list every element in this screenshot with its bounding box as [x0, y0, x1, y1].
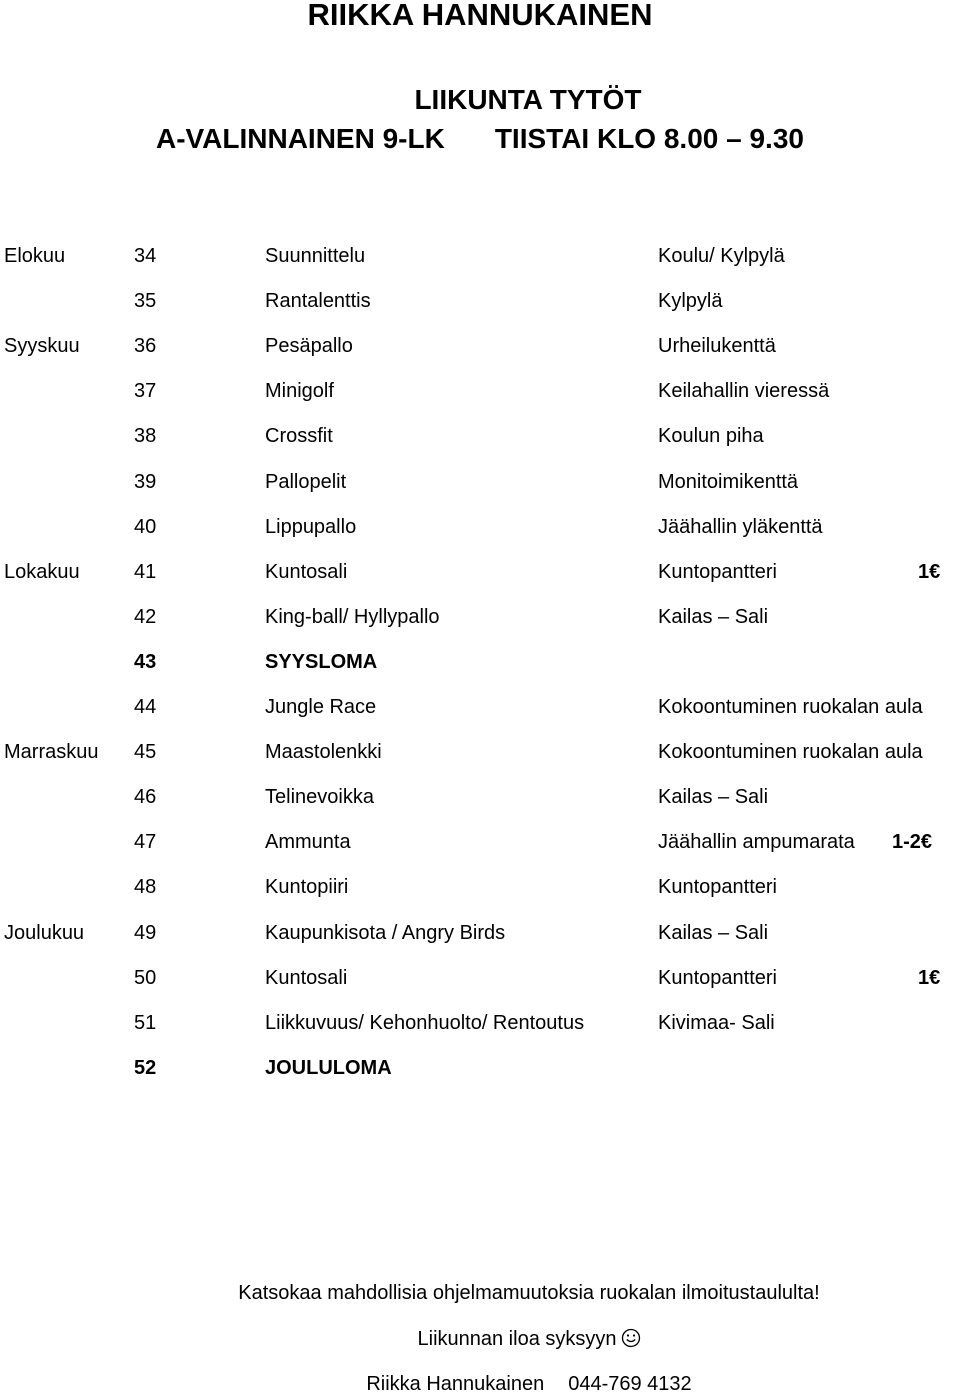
- month-label: Lokakuu: [4, 560, 80, 583]
- activity-location: Monitoimikenttä: [658, 470, 799, 493]
- month-label: Syyskuu: [4, 335, 80, 358]
- activity-location: Jäähallin ampumarata: [658, 831, 855, 854]
- week-number: 47: [134, 831, 157, 854]
- week-number: 43: [134, 650, 157, 673]
- activity-name: JOULULOMA: [265, 1056, 392, 1079]
- schedule-row: [0, 421, 960, 451]
- activity-name: Kaupunkisota / Angry Birds: [265, 921, 506, 944]
- activity-name: Minigolf: [265, 380, 334, 403]
- activity-location: Koulun piha: [658, 425, 764, 448]
- schedule-row: [0, 872, 960, 902]
- week-number: 37: [134, 380, 157, 403]
- activity-location: Kailas – Sali: [658, 921, 769, 944]
- course-heading: [0, 123, 960, 155]
- week-number: 40: [134, 515, 157, 538]
- activity-name: Pesäpallo: [265, 335, 353, 358]
- activity-name: Kuntosali: [265, 966, 348, 989]
- schedule-row: [0, 602, 960, 632]
- activity-location: Jäähallin yläkenttä: [658, 515, 823, 538]
- contact-name: Riikka Hannukainen: [366, 1373, 545, 1395]
- activity-name: Pallopelit: [265, 470, 347, 493]
- week-number: 35: [134, 290, 157, 313]
- activity-location: Kokoontuminen ruokalan aula: [658, 696, 923, 718]
- course-time: TIISTAI KLO 8.00 – 9.30: [494, 123, 804, 154]
- schedule-row: [0, 647, 960, 677]
- activity-location: Kailas – Sali: [658, 605, 769, 628]
- schedule-row: [0, 1053, 960, 1083]
- activity-location: Kokoontuminen ruokalan aula: [658, 741, 923, 764]
- week-number: 41: [134, 560, 157, 583]
- activity-location: Kivimaa- Sali: [658, 1011, 775, 1034]
- page-title: RIIKKA HANNUKAINEN: [307, 0, 653, 32]
- month-label: Joulukuu: [4, 921, 85, 944]
- activity-price: 1€: [918, 560, 941, 583]
- activity-name: Liikkuvuus/ Kehonhuolto/ Rentoutus: [265, 1011, 585, 1034]
- subject-heading: LIIKUNTA TYTÖT: [414, 84, 642, 115]
- week-number: 39: [134, 470, 157, 493]
- smiley-icon: [621, 1328, 641, 1354]
- activity-name: Suunnittelu: [265, 245, 366, 267]
- week-number: 34: [134, 245, 157, 267]
- schedule-row: [0, 963, 960, 993]
- activity-name: Lippupallo: [265, 515, 357, 538]
- schedule-row: [0, 331, 960, 361]
- schedule-row: [0, 512, 960, 542]
- activity-location: Koulu/ Kylpylä: [658, 245, 785, 267]
- activity-price: 1€: [918, 966, 941, 989]
- activity-name: Ammunta: [265, 831, 351, 854]
- activity-name: Jungle Race: [265, 696, 377, 718]
- schedule-row: [0, 782, 960, 812]
- activity-name: Telinevoikka: [265, 786, 374, 809]
- week-number: 48: [134, 876, 157, 899]
- schedule-row: [0, 827, 960, 857]
- activity-name: Crossfit: [265, 425, 333, 448]
- activity-location: Urheilukenttä: [658, 335, 776, 358]
- activity-name: SYYSLOMA: [265, 650, 378, 673]
- activity-name: Kuntopiiri: [265, 876, 349, 899]
- week-number: 36: [134, 335, 157, 358]
- course-name: A-VALINNAINEN 9-LK: [156, 123, 445, 154]
- schedule-row: [0, 376, 960, 406]
- greeting-text: Liikunnan iloa syksyyn: [417, 1328, 617, 1350]
- contact-phone: 044-769 4132: [568, 1373, 692, 1395]
- schedule-row: [0, 286, 960, 316]
- activity-location: Kylpylä: [658, 290, 723, 313]
- schedule-row: [0, 467, 960, 497]
- schedule-row: [0, 737, 960, 767]
- activity-price: 1-2€: [892, 831, 933, 854]
- week-number: 46: [134, 786, 157, 809]
- week-number: 45: [134, 741, 157, 764]
- schedule-row: [0, 1008, 960, 1038]
- week-number: 42: [134, 605, 157, 628]
- month-label: Elokuu: [4, 245, 66, 267]
- week-number: 52: [134, 1056, 157, 1079]
- activity-name: Rantalenttis: [265, 290, 371, 313]
- activity-name: Kuntosali: [265, 560, 348, 583]
- week-number: 50: [134, 966, 157, 989]
- activity-location: Kailas – Sali: [658, 786, 769, 809]
- activity-name: Maastolenkki: [265, 741, 382, 764]
- schedule-row: [0, 557, 960, 587]
- week-number: 51: [134, 1011, 157, 1034]
- schedule-row: [0, 918, 960, 948]
- schedule-row: [0, 692, 960, 722]
- week-number: 44: [134, 696, 157, 718]
- activity-name: King-ball/ Hyllypallo: [265, 605, 440, 628]
- activity-location: Kuntopantteri: [658, 966, 777, 989]
- schedule-row: [0, 241, 960, 271]
- week-number: 49: [134, 921, 157, 944]
- activity-location: Kuntopantteri: [658, 560, 777, 583]
- month-label: Marraskuu: [4, 741, 99, 764]
- footer-greeting: [49, 1328, 960, 1354]
- footer-contact: [49, 1373, 960, 1396]
- activity-location: Keilahallin vieressä: [658, 380, 830, 403]
- footer-note: Katsokaa mahdollisia ohjelmamuutoksia ruokalan ilmoitustaululta!: [238, 1282, 820, 1304]
- week-number: 38: [134, 425, 157, 448]
- activity-location: Kuntopantteri: [658, 876, 777, 899]
